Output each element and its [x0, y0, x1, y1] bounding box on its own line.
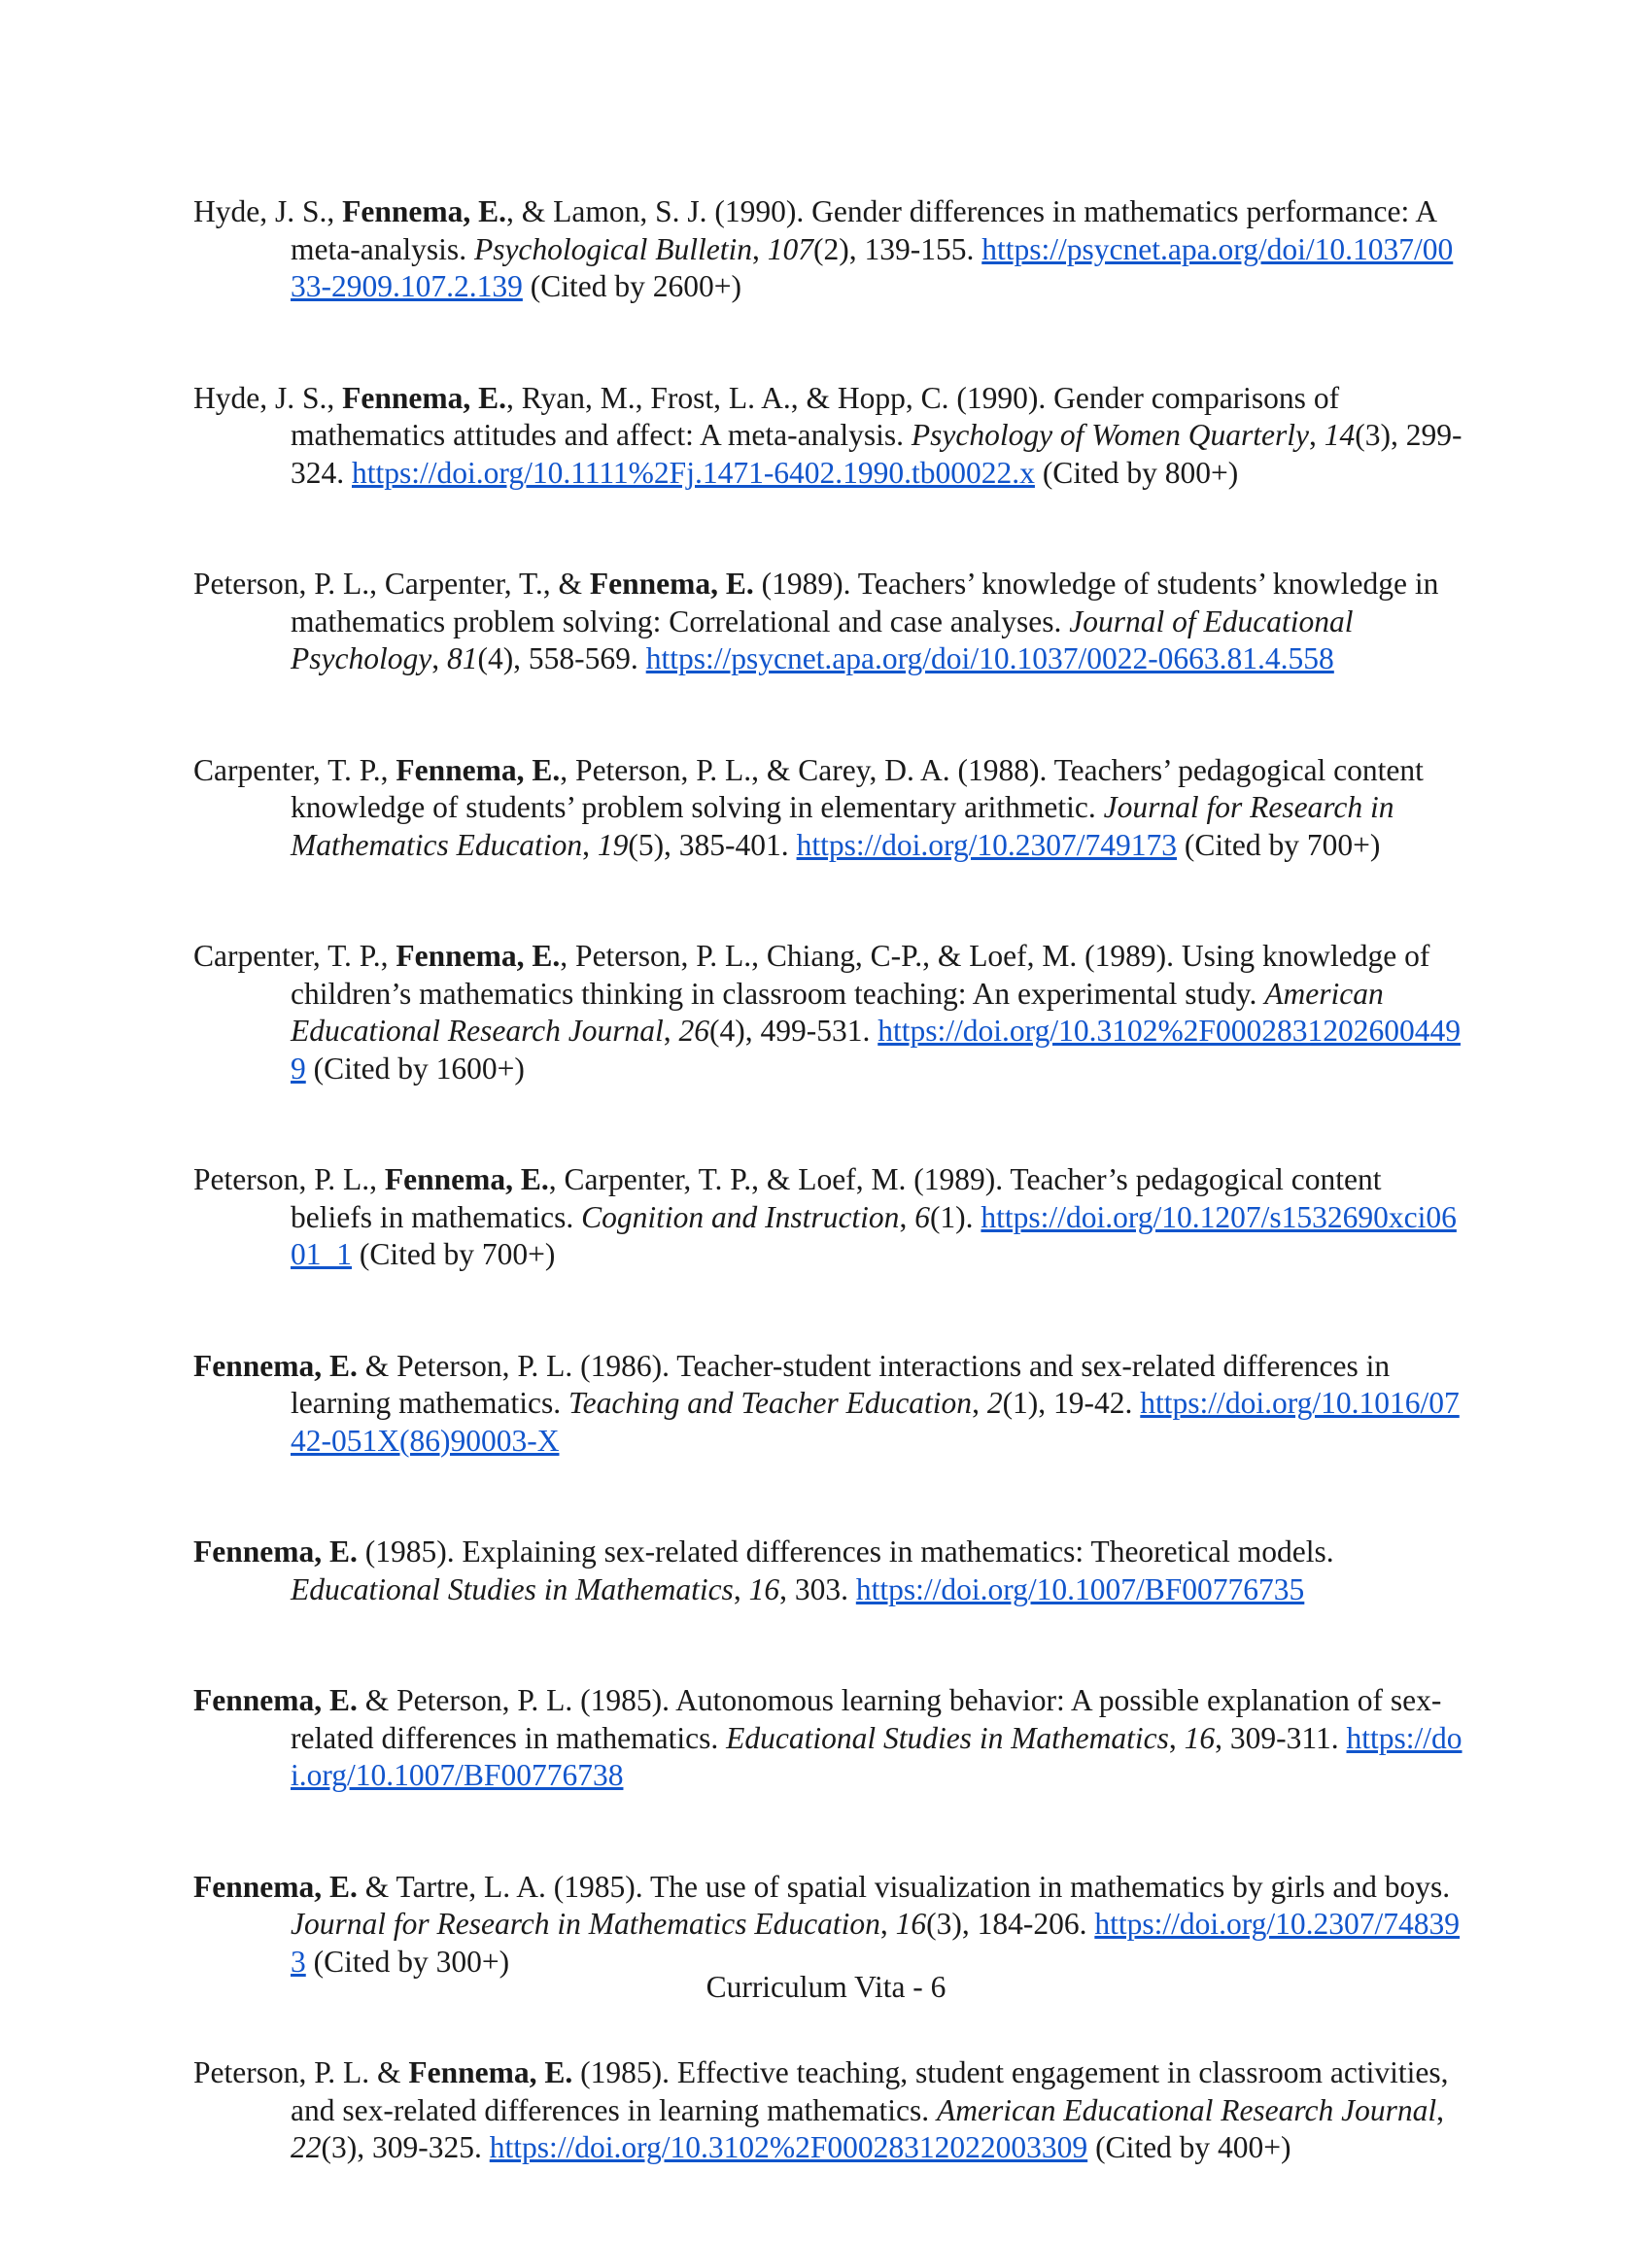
page-footer: Curriculum Vita - 6	[706, 1970, 946, 2004]
author-highlight: Fennema, E.	[589, 567, 754, 601]
journal-italic: Cognition and Instruction	[581, 1199, 900, 1234]
citation-text: ,	[899, 1199, 915, 1234]
doi-link[interactable]: https://psycnet.apa.org/doi/10.1037/0022-0663.81.4.558	[645, 641, 1334, 675]
reference-entry	[193, 1534, 1466, 1608]
journal-italic: 14	[1324, 418, 1356, 452]
journal-italic: 81	[446, 641, 478, 675]
citation-text: ,	[431, 641, 447, 675]
citation-text: ,	[972, 1386, 987, 1420]
journal-italic: Journal for Research in Mathematics Education	[291, 1907, 880, 1941]
citation-text: (Cited by 2600+)	[522, 269, 741, 303]
journal-italic: 6	[914, 1199, 930, 1234]
author-highlight: Fennema, E.	[408, 2055, 573, 2089]
citation-text: ,	[879, 1907, 896, 1941]
citation-text: (3), 299-324.	[291, 418, 1463, 490]
citation-text: Peterson, P. L.,	[193, 1162, 385, 1196]
citation-text: (2), 139-155.	[813, 231, 982, 266]
doi-link[interactable]: https://doi.org/10.1016/0742-051X(86)90003-X	[291, 1386, 1460, 1458]
citation-text: (Cited by 300+)	[305, 1944, 510, 1979]
journal-italic: 107	[767, 231, 814, 266]
journal-italic: Educational Studies in Mathematics	[291, 1571, 734, 1606]
reference-entry	[193, 1869, 1466, 1982]
journal-italic: 16	[748, 1571, 780, 1606]
author-highlight: Fennema, E.	[384, 1162, 549, 1196]
citation-text: (Cited by 700+)	[352, 1237, 556, 1271]
citation-text: & Peterson, P. L. (1985). Autonomous learning behavior: A possible explanation of sex-related differences in mathematics.	[291, 1683, 1442, 1755]
author-highlight: Fennema, E.	[193, 1348, 358, 1383]
reference-entry	[193, 752, 1466, 865]
author-highlight: Fennema, E.	[193, 1683, 358, 1717]
journal-italic: American Educational Research Journal	[291, 976, 1384, 1048]
citation-text: (Cited by 700+)	[1177, 827, 1381, 862]
doi-link[interactable]: https://doi.org/10.1111%2Fj.1471-6402.1990.tb00022.x	[352, 455, 1035, 490]
reference-entry	[193, 1682, 1466, 1795]
citation-text: (3), 184-206.	[926, 1907, 1095, 1941]
citation-text: & Peterson, P. L. (1986). Teacher-student interactions and sex-related differences in learning mathematics.	[291, 1348, 1391, 1420]
citation-text: (5), 385-401.	[628, 827, 797, 862]
citation-text: ,	[1309, 418, 1325, 452]
citation-text: (4), 558-569.	[477, 641, 646, 675]
citation-text: (1985). Explaining sex-related differences in mathematics: Theoretical models.	[357, 1534, 1334, 1569]
citation-text: & Tartre, L. A. (1985). The use of spatial visualization in mathematics by girls and boys.	[357, 1869, 1451, 1904]
journal-italic: 2	[986, 1386, 1003, 1420]
citation-text: ,	[1168, 1720, 1185, 1755]
citation-text: Hyde, J. S.,	[193, 194, 343, 228]
reference-list	[193, 193, 1466, 2241]
journal-italic: 26	[678, 1014, 710, 1048]
reference-entry	[193, 380, 1466, 493]
reference-entry	[193, 566, 1466, 678]
author-highlight: Fennema, E.	[396, 939, 561, 973]
journal-italic: American Educational Research Journal	[937, 2092, 1437, 2127]
journal-italic: 19	[597, 827, 629, 862]
citation-text: ,	[1436, 2092, 1444, 2127]
doi-link[interactable]: https://psycnet.apa.org/doi/10.1037/0033-2909.107.2.139	[291, 231, 1454, 303]
journal-italic: Teaching and Teacher Education	[568, 1386, 973, 1420]
citation-text: Hyde, J. S.,	[193, 380, 343, 415]
citation-text: (1989). Teachers’ knowledge of students’ knowledge in mathematics problem solving: Correlational and case analyses.	[291, 567, 1439, 638]
journal-italic: 16	[1184, 1720, 1216, 1755]
citation-text: (Cited by 800+)	[1034, 455, 1239, 490]
citation-text: , Peterson, P. L., Chiang, C-P., & Loef, M. (1989). Using knowledge of children’s mathematics thinking in classroom teaching: An experimental study.	[291, 939, 1430, 1011]
citation-text: (1).	[929, 1199, 981, 1234]
citation-text: (1985). Effective teaching, student engagement in classroom activities, and sex-related differences in learning mathematics.	[291, 2055, 1449, 2127]
journal-italic: Educational Studies in Mathematics	[726, 1720, 1169, 1755]
citation-text: Carpenter, T. P.,	[193, 752, 396, 787]
citation-text: ,	[752, 231, 768, 266]
citation-text: (3), 309-325.	[321, 2130, 490, 2164]
citation-text: ,	[733, 1571, 749, 1606]
reference-entry	[193, 193, 1466, 306]
author-highlight: Fennema, E.	[193, 1869, 358, 1904]
citation-text: , Carpenter, T. P., & Loef, M. (1989). Teacher’s pedagogical content beliefs in mathematics.	[291, 1162, 1382, 1234]
doi-link[interactable]: https://doi.org/10.3102%2F00028312022003309	[489, 2130, 1088, 2164]
citation-text: Peterson, P. L. &	[193, 2055, 409, 2089]
author-highlight: Fennema, E.	[342, 194, 507, 228]
reference-entry	[193, 1161, 1466, 1274]
doi-link[interactable]: https://doi.org/10.3102%2F00028312026004499	[291, 1014, 1461, 1086]
citation-text: , 309-311.	[1215, 1720, 1347, 1755]
citation-text: (Cited by 1600+)	[305, 1051, 525, 1086]
citation-text: ,	[663, 1014, 679, 1048]
citation-text: ,	[582, 827, 598, 862]
author-highlight: Fennema, E.	[342, 380, 507, 415]
doi-link[interactable]: https://doi.org/10.2307/748393	[291, 1907, 1461, 1979]
citation-text: (Cited by 400+)	[1087, 2130, 1291, 2164]
citation-text: (4), 499-531.	[709, 1014, 878, 1048]
doi-link[interactable]: https://doi.org/10.1007/BF00776735	[855, 1571, 1305, 1606]
author-highlight: Fennema, E.	[193, 1534, 358, 1569]
journal-italic: Psychological Bulletin	[473, 231, 753, 266]
author-highlight: Fennema, E.	[396, 752, 561, 787]
citation-text: (1), 19-42.	[1002, 1386, 1141, 1420]
journal-italic: Journal of Educational Psychology	[291, 603, 1354, 675]
reference-entry	[193, 938, 1466, 1087]
reference-entry	[193, 1348, 1466, 1461]
journal-italic: 22	[291, 2130, 322, 2164]
journal-italic: Journal for Research in Mathematics Education	[291, 790, 1394, 862]
journal-italic: Psychology of Women Quarterly	[911, 418, 1309, 452]
citation-text: Carpenter, T. P.,	[193, 939, 396, 973]
doi-link[interactable]: https://doi.org/10.1007/BF00776738	[291, 1720, 1463, 1792]
citation-text: , Ryan, M., Frost, L. A., & Hopp, C. (1990). Gender comparisons of mathematics attitudes and affect: A meta-analysis.	[291, 380, 1340, 452]
citation-text: , 303.	[779, 1571, 856, 1606]
citation-text: , Peterson, P. L., & Carey, D. A. (1988). Teachers’ pedagogical content knowledge of students’ problem solving in elementary arithmetic.	[291, 752, 1424, 824]
citation-text: Peterson, P. L., Carpenter, T., &	[193, 567, 590, 601]
doi-link[interactable]: https://doi.org/10.2307/749173	[796, 827, 1178, 862]
citation-text: , & Lamon, S. J. (1990). Gender differences in mathematics performance: A meta-analysis.	[291, 194, 1436, 266]
doi-link[interactable]: https://doi.org/10.1207/s1532690xci0601_1	[291, 1199, 1457, 1271]
journal-italic: 16	[895, 1907, 927, 1941]
reference-entry	[193, 2054, 1466, 2167]
